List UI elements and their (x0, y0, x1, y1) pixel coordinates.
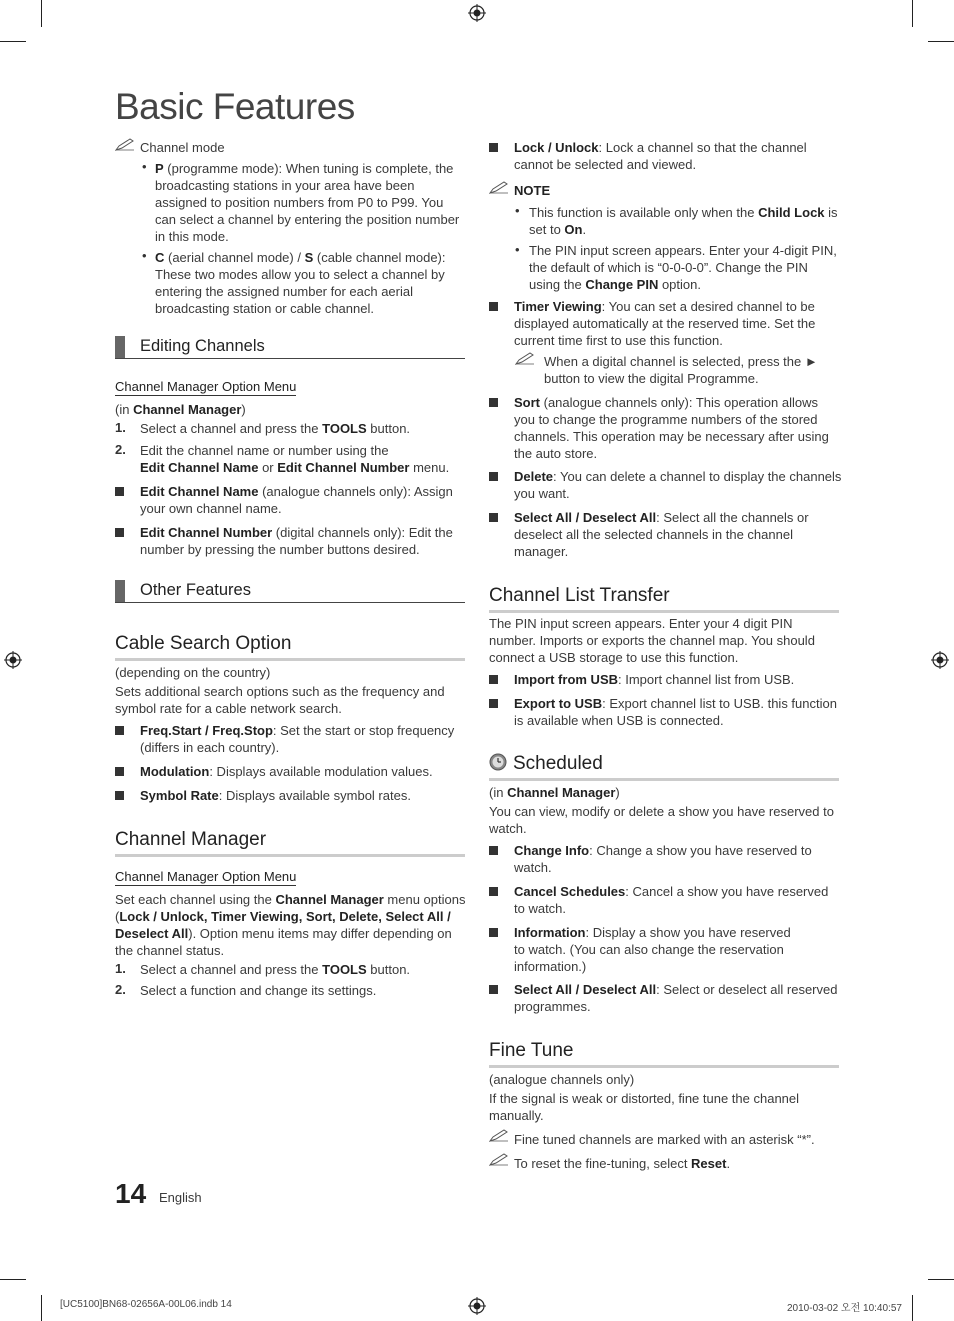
fine-tune-heading: Fine Tune (489, 1040, 839, 1068)
registration-mark-icon (468, 1297, 486, 1315)
channel-mode-label: Channel mode (140, 140, 225, 155)
channel-manager-heading: Channel Manager (115, 829, 465, 857)
timer-viewing-note: When a digital channel is selected, press the ► button to view the digital Programme. (544, 354, 818, 386)
bullet-dot: • (515, 242, 520, 257)
crop-mark (912, 1295, 913, 1321)
registration-mark-icon (931, 651, 949, 669)
channel-mode-p: P (programme mode): When tuning is complete, the broadcasting stations in your area have been assigned to position numbers from P0 to P99. You can select a channel by entering the position number in this mode. (155, 161, 460, 244)
bullet-square (489, 675, 498, 684)
note-pencil-icon (489, 1153, 509, 1167)
modulation-item: Modulation: Displays available modulation values. (140, 764, 433, 779)
bullet-square (489, 985, 498, 994)
editing-step-2: Edit the channel name or number using the Edit Channel Name or Edit Channel Number menu. (140, 443, 450, 475)
bullet-square (489, 887, 498, 896)
editing-step-1: Select a channel and press the TOOLS button. (140, 421, 411, 436)
fine-tune-description: If the signal is weak or distorted, fine tune the channel manually. (489, 1091, 800, 1123)
option-menu-subheading: Channel Manager Option Menu (115, 379, 297, 394)
bullet-square (489, 472, 498, 481)
cable-description: Sets additional search options such as the frequency and symbol rate for a cable network search. (115, 684, 445, 716)
other-features-heading: Other Features (115, 580, 465, 603)
crop-mark (928, 1279, 954, 1280)
bullet-square (115, 767, 124, 776)
select-all-item: Select All / Deselect All: Select all the channels or deselect all the selected channels in the channel manager. (514, 510, 809, 559)
bullet-dot: • (142, 248, 147, 263)
bullet-dot: • (142, 159, 147, 174)
fine-tune-note-2: To reset the fine-tuning, select Reset. (514, 1156, 731, 1171)
bullet-square (115, 487, 124, 496)
freq-start-stop-item: Freq.Start / Freq.Stop: Set the start or stop frequency (differs in each country). (140, 723, 455, 755)
information-item: Information: Display a show you have reserved to watch. (You can also change the reservation information.) (514, 925, 791, 974)
sort-item: Sort (analogue channels only): This operation allows you to change the programme numbers of the stored channels. This operation may be necessary after using the auto store. (514, 395, 829, 461)
step-number: 2. (115, 442, 126, 457)
lock-unlock-item: Lock / Unlock: Lock a channel so that the channel cannot be selected and viewed. (514, 140, 807, 172)
crop-mark (0, 41, 26, 42)
scheduled-heading: Scheduled (489, 753, 839, 781)
note-pencil-icon (115, 138, 135, 152)
bullet-square (489, 302, 498, 311)
language-label: English (159, 1190, 202, 1205)
lock-note-2: The PIN input screen appears. Enter your 4-digit PIN, the default of which is “0-0-0-0”. Change the PIN using the Change PIN option. (529, 243, 837, 292)
channel-list-transfer-heading: Channel List Transfer (489, 585, 839, 613)
crop-mark (41, 1295, 42, 1321)
channel-mode-c: C (aerial channel mode) / S (cable channel mode): These two modes allow you to select a channel by entering the assigned number for each aerial broadcasting station or cable channel. (155, 250, 446, 316)
lock-note-1: This function is available only when the Child Lock is set to On. (529, 205, 838, 237)
bullet-square (489, 846, 498, 855)
select-all-reserved-item: Select All / Deselect All: Select or deselect all reserved programmes. (514, 982, 838, 1014)
cable-country-note: (depending on the country) (115, 665, 271, 680)
footer-timestamp: 2010-03-02 오전 10:40:57 (787, 1303, 902, 1314)
symbol-rate-item: Symbol Rate: Displays available symbol rates. (140, 788, 411, 803)
clock-icon (489, 753, 507, 771)
channel-manager-description: Set each channel using the Channel Manager menu options (Lock / Unlock, Timer Viewing, Sort, Delete, Select All / Deselect All). Option menu items may differ depending on the channel status. (115, 892, 466, 958)
crop-mark (0, 1279, 26, 1280)
bullet-square (115, 528, 124, 537)
bullet-square (489, 513, 498, 522)
bullet-square (115, 726, 124, 735)
timer-viewing-item: Timer Viewing: You can set a desired channel to be displayed automatically at the reserved time. Set the current time first to use this function. (514, 299, 816, 348)
editing-channels-heading: Editing Channels (115, 336, 465, 359)
bullet-square (489, 143, 498, 152)
crop-mark (41, 0, 42, 27)
change-info-item: Change Info: Change a show you have reserved to watch. (514, 843, 812, 875)
edit-channel-name-item: Edit Channel Name (analogue channels only): Assign your own channel name. (140, 484, 453, 516)
bullet-dot: • (515, 203, 520, 218)
cable-search-option-heading: Cable Search Option (115, 633, 465, 661)
export-usb-item: Export to USB: Export channel list to USB. this function is available when USB is connected. (514, 696, 837, 728)
manager-step-1: Select a channel and press the TOOLS button. (140, 962, 411, 977)
delete-item: Delete: You can delete a channel to display the channels you want. (514, 469, 842, 501)
cancel-schedules-item: Cancel Schedules: Cancel a show you have reserved to watch. (514, 884, 829, 916)
fine-tune-analogue-note: (analogue channels only) (489, 1072, 635, 1087)
note-pencil-icon (489, 1129, 509, 1143)
bullet-square (115, 791, 124, 800)
registration-mark-icon (468, 4, 486, 22)
manager-step-2: Select a function and change its settings. (140, 983, 377, 998)
step-number: 1. (115, 420, 126, 435)
note-pencil-icon (489, 181, 509, 195)
fine-tune-note-1: Fine tuned channels are marked with an asterisk “*”. (514, 1132, 815, 1147)
transfer-intro: The PIN input screen appears. Enter your 4 digit PIN number. Imports or exports the channel map. You should connect a USB storage to use this function. (489, 616, 815, 665)
bullet-square (489, 928, 498, 937)
scheduled-in-channel-manager: (in Channel Manager) (489, 785, 620, 800)
bullet-square (489, 398, 498, 407)
crop-mark (912, 0, 913, 27)
footer-file-info: [UC5100]BN68-02656A-00L06.indb 14 (60, 1299, 232, 1310)
edit-channel-number-item: Edit Channel Number (digital channels only): Edit the number by pressing the number buttons desired. (140, 525, 453, 557)
step-number: 1. (115, 961, 126, 976)
step-number: 2. (115, 982, 126, 997)
bullet-square (489, 699, 498, 708)
page-number: 14 (115, 1178, 147, 1209)
note-label: NOTE (514, 183, 551, 198)
scheduled-intro: You can view, modify or delete a show you have reserved to watch. (489, 804, 834, 836)
crop-mark (928, 41, 954, 42)
option-menu-subheading: Channel Manager Option Menu (115, 869, 297, 884)
in-channel-manager: (in Channel Manager) (115, 402, 246, 417)
import-usb-item: Import from USB: Import channel list from USB. (514, 672, 795, 687)
registration-mark-icon (4, 651, 22, 669)
note-pencil-icon (515, 352, 535, 366)
page-title: Basic Features (115, 86, 355, 127)
